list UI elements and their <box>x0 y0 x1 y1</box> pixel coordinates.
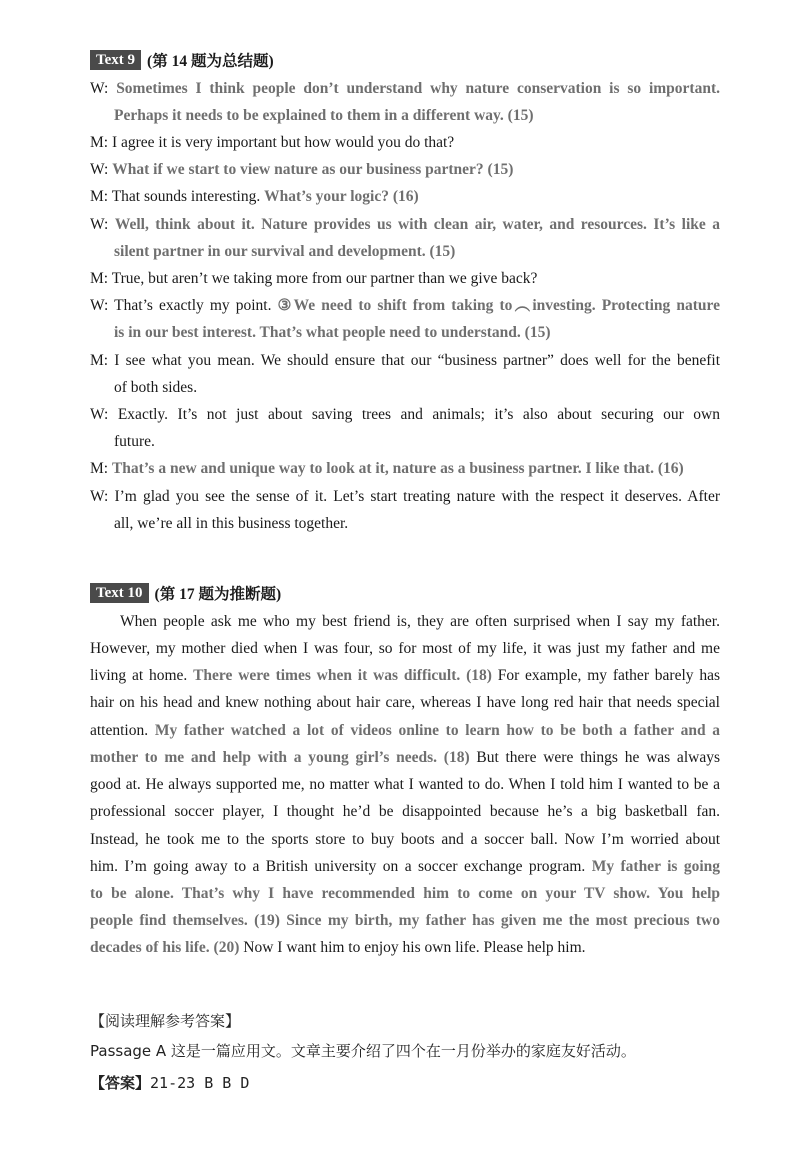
passage-line: When people ask me who my best friend is, they are often surprised when I say my father. <box>120 613 720 630</box>
answer-label: 【答案】 <box>90 1074 151 1092</box>
dialogue-line: of both sides. <box>114 379 198 396</box>
dialogue-line: future. <box>114 433 155 450</box>
answer-line <box>90 1072 249 1094</box>
dialogue-line: W: Sometimes I think people don’t understand why nature conservation is so important. <box>90 80 720 97</box>
passage-line: hair on his head and knew nothing about hair care, whereas I have long red hair that needs special <box>90 694 720 711</box>
dialogue-line: M: That sounds interesting. What’s your logic? (16) <box>90 188 419 205</box>
text9-note: (第 14 题为总结题) <box>147 53 274 70</box>
text10-header <box>90 582 281 604</box>
dialogue-line: Perhaps it needs to be explained to them in a different way. (15) <box>114 107 534 124</box>
text10-tag: Text 10 <box>90 583 149 603</box>
passage-line: people find themselves. (19) Since my birth, my father has given me the most precious two <box>90 912 720 929</box>
dialogue-line: M: True, but aren’t we taking more from our partner than we give back? <box>90 270 538 287</box>
dialogue-line: M: I agree it is very important but how would you do that? <box>90 134 455 151</box>
passage-line: him. I’m going away to a British university on a soccer exchange program. My father is going <box>90 858 720 875</box>
passage-line: good at. He always supported me, no matter what I wanted to do. When I told him I wanted to be a <box>90 776 720 793</box>
dialogue-line: W: That’s exactly my point. ③We need to shift from taking to︵investing. Protecting nature <box>90 297 720 314</box>
passage-line: decades of his life. (20) Now I want him to enjoy his own life. Please help him. <box>90 939 586 956</box>
dialogue-line: W: What if we start to view nature as our business partner? (15) <box>90 161 514 178</box>
text10-note: (第 17 题为推断题) <box>154 586 282 603</box>
passage-line: mother to me and help with a young girl’s needs. (18) But there were things he was always <box>90 749 720 766</box>
dialogue-line: W: Well, think about it. Nature provides us with clean air, water, and resources. It’s like a <box>90 216 720 233</box>
passage-line: attention. My father watched a lot of videos online to learn how to be both a father and a <box>90 722 720 739</box>
answer-value: 21-23 B B D <box>150 1074 250 1092</box>
dialogue-line: is in our best interest. That’s what people need to understand. (15) <box>114 324 551 341</box>
dialogue-line: M: I see what you mean. We should ensure that our “business partner” does well for the benefit <box>90 352 720 369</box>
text9-header <box>90 49 274 71</box>
text9-tag: Text 9 <box>90 50 141 70</box>
passage-line: However, my mother died when I was four, so for most of my life, it was just my father and me <box>90 640 720 657</box>
passage-a-summary: Passage A 这是一篇应用文。文章主要介绍了四个在一月份举办的家庭友好活动。 <box>90 1042 636 1060</box>
passage-line: living at home. There were times when it was difficult. (18) For example, my father barely has <box>90 667 720 684</box>
dialogue-line: silent partner in our survival and development. (15) <box>114 243 456 260</box>
passage-line: Instead, he took me to the sports store to buy boots and a soccer ball. Now I’m worried about <box>90 831 720 848</box>
dialogue-line: W: Exactly. It’s not just about saving trees and animals; it’s also about securing our own <box>90 406 720 423</box>
passage-line: professional soccer player, I thought he’d be disappointed because he’s a big basketball fan. <box>90 803 720 820</box>
dialogue-line: W: I’m glad you see the sense of it. Let’s start treating nature with the respect it deserves. After <box>90 488 720 505</box>
passage-line: to be alone. That’s why I have recommended him to come on your TV show. You help <box>90 885 720 902</box>
dialogue-line: all, we’re all in this business together. <box>114 515 349 532</box>
answers-title: 【阅读理解参考答案】 <box>90 1012 241 1030</box>
dialogue-line: M: That’s a new and unique way to look at it, nature as a business partner. I like that. (16) <box>90 460 684 477</box>
